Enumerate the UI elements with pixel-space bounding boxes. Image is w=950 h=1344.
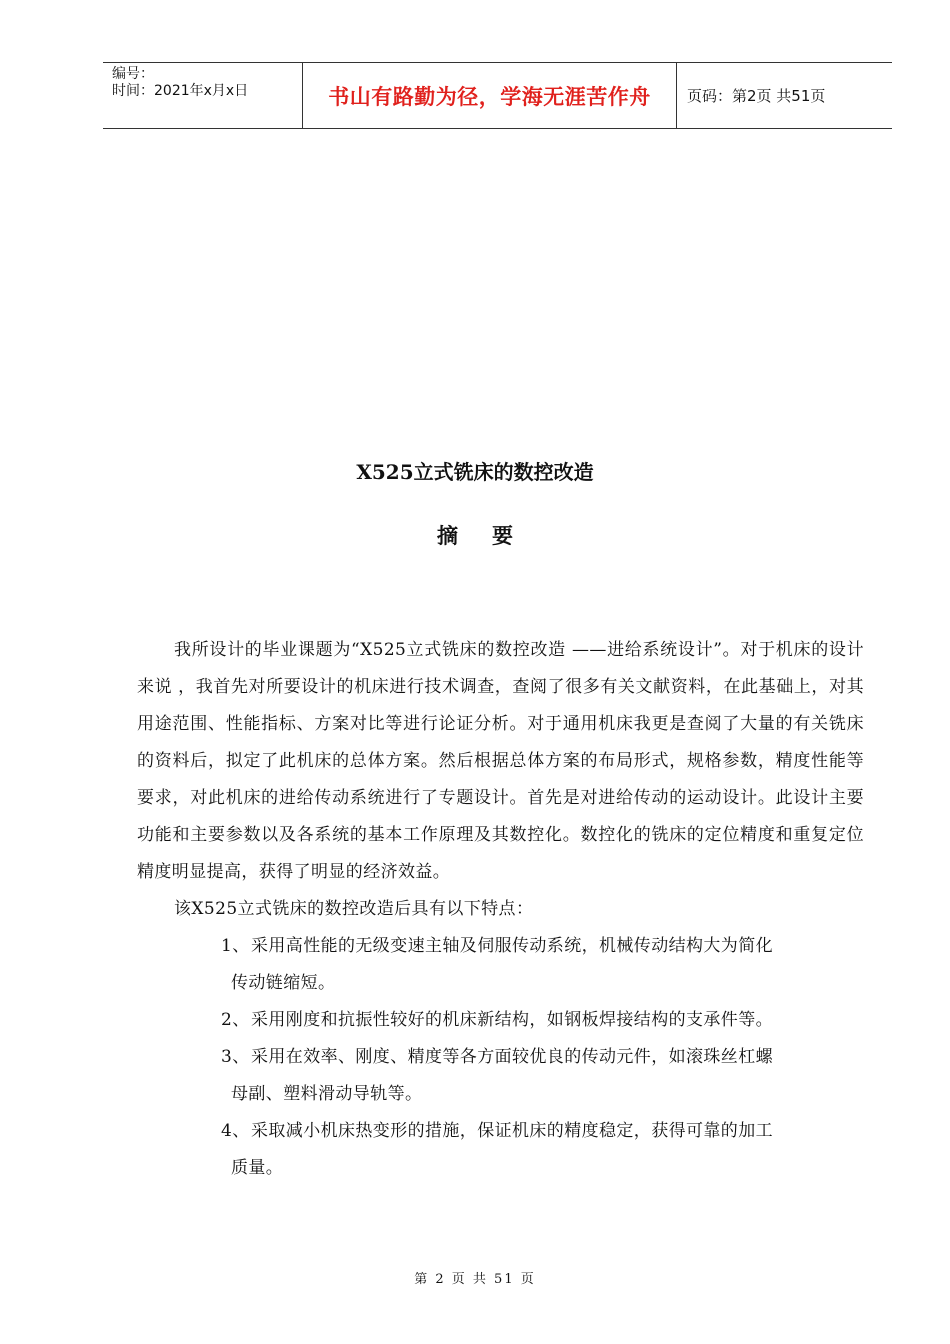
list-item-continuation: 质量。 [231, 1158, 284, 1178]
header-page-info: 页码：第2页 共51页 [687, 87, 826, 105]
document-title: X525立式铣床的数控改造 [356, 460, 594, 484]
list-item-continuation: 传动链缩短。 [231, 973, 336, 993]
header-motto: 书山有路勤为径，学海无涯苦作舟 [303, 63, 677, 128]
list-item-line: 采用高性能的无级变速主轴及伺服传动系统，机械传动结构大为简化 [251, 936, 773, 956]
header-meta [103, 63, 303, 128]
document-body [137, 632, 864, 1187]
list-item-line: 采用刚度和抗振性较好的机床新结构，如钢板焊接结构的支承件等。 [251, 1010, 773, 1030]
list-item-continuation: 母副、塑料滑动导轨等。 [231, 1084, 423, 1104]
list-item [137, 1039, 864, 1113]
list-item-line: 采取减小机床热变形的措施，保证机床的精度稳定，获得可靠的加工 [251, 1121, 773, 1141]
list-item [137, 1002, 864, 1039]
paragraph-2: 该X525立式铣床的数控改造后具有以下特点： [174, 899, 534, 919]
list-item-number: 1、 [221, 936, 250, 956]
number-label: 编号： [112, 66, 154, 82]
list-item-number: 2、 [221, 1010, 250, 1030]
abstract-heading: 摘要 [437, 523, 547, 548]
list-item-line: 采用在效率、刚度、精度等各方面较优良的传动元件，如滚珠丝杠螺 [251, 1047, 773, 1067]
list-item [137, 1113, 864, 1187]
page-footer: 第 2 页 共 51 页 [414, 1272, 536, 1287]
list-item-number: 3、 [221, 1047, 250, 1067]
list-item-number: 4、 [221, 1121, 250, 1141]
page-header [103, 62, 892, 129]
list-item [137, 928, 864, 1002]
paragraph-1: 我所设计的毕业课题为“X525立式铣床的数控改造 ——进给系统设计”。对于机床的设计来说 ，我首先对所要设计的机床进行技术调查，查阅了很多有关文献资料，在此基础上，对其用途范围、性能指标、方案对比等进行论证分析。对于通用机床我更是查阅了大量的有关铣床的资料后，拟定了此机床的总体方案。然后根据总体方案的布局形式，规格参数，精度性能等要求，对此机床的进给传动系统进行了专题设计。首先是对进给传动的运动设计。此设计主要功能和主要参数以及各系统的基本工作原理及其数控化。数控化的铣床的定位精度和重复定位精度明显提高，获得了明显的经济效益。 [137, 640, 864, 882]
time-label: 时间：2021年x月x日 [112, 83, 249, 99]
